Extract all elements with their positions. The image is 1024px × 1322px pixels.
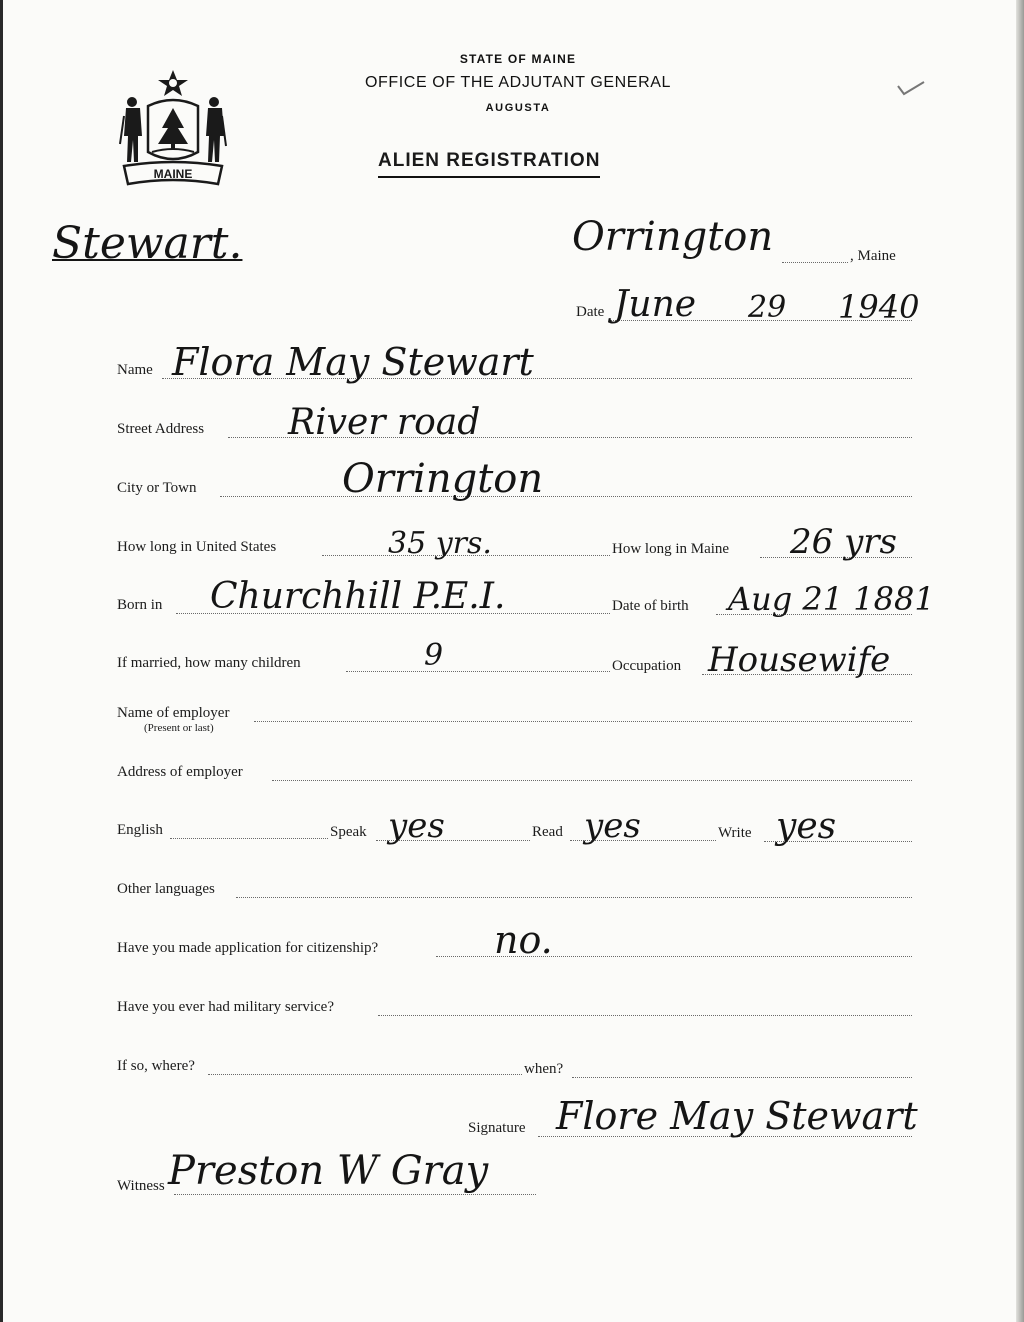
occupation-label: Occupation — [612, 658, 682, 674]
form-title: ALIEN REGISTRATION — [378, 150, 600, 178]
witness-handwritten: Preston W Gray — [168, 1148, 489, 1194]
street-label: Street Address — [117, 421, 205, 437]
employer-address-label: Address of employer — [117, 764, 243, 780]
date-day-handwritten: 29 — [748, 290, 787, 325]
speak-label: Speak — [330, 824, 367, 840]
when-line — [572, 1077, 912, 1078]
witness-label: Witness — [117, 1178, 165, 1194]
employer-label: Name of employer — [117, 705, 230, 721]
me-years-handwritten: 26 yrs — [790, 522, 897, 562]
scan-right-edge — [1016, 0, 1024, 1322]
us-years-handwritten: 35 yrs. — [388, 526, 492, 561]
town-line — [782, 262, 848, 263]
city-line — [220, 496, 912, 497]
where-label: If so, where? — [117, 1058, 195, 1074]
born-label: Born in — [117, 597, 163, 613]
witness-line — [174, 1194, 536, 1195]
street-handwritten: River road — [288, 402, 481, 443]
town-handwritten: Orrington — [572, 214, 774, 260]
employer-address-line — [272, 780, 912, 781]
other-languages-label: Other languages — [117, 881, 215, 897]
employer-line — [254, 721, 912, 722]
dob-handwritten: Aug 21 1881 — [728, 580, 935, 618]
scan-left-edge — [0, 0, 3, 1322]
citizenship-label: Have you made application for citizenship? — [117, 940, 379, 956]
english-line — [170, 838, 328, 839]
when-label: when? — [524, 1061, 564, 1077]
write-handwritten: yes — [776, 806, 837, 847]
header-city: AUGUSTA — [485, 102, 551, 114]
speak-handwritten: yes — [388, 806, 445, 846]
citizenship-handwritten: no. — [494, 918, 553, 962]
write-label: Write — [718, 825, 752, 841]
employer-note: (Present or last) — [144, 722, 214, 734]
children-label: If married, how many children — [117, 655, 301, 671]
name-label: Name — [117, 362, 153, 378]
dob-label: Date of birth — [612, 598, 689, 614]
header-office: OFFICE OF THE ADJUTANT GENERAL — [364, 74, 672, 91]
date-month-handwritten: June — [614, 284, 697, 325]
where-line — [208, 1074, 522, 1075]
maine-label: , Maine — [850, 248, 896, 264]
military-line — [378, 1015, 912, 1016]
children-line — [346, 671, 610, 672]
date-label: Date — [576, 304, 605, 320]
me-years-label: How long in Maine — [612, 541, 730, 557]
children-handwritten: 9 — [424, 638, 444, 673]
name-handwritten: Flora May Stewart — [172, 340, 534, 384]
seal-banner-text: MAINE — [153, 167, 193, 181]
city-label: City or Town — [117, 480, 197, 496]
other-languages-line — [236, 897, 912, 898]
date-year-handwritten: 1940 — [838, 288, 920, 326]
read-handwritten: yes — [584, 806, 641, 846]
military-label: Have you ever had military service? — [117, 999, 334, 1015]
header-state: STATE OF MAINE — [459, 52, 577, 66]
born-handwritten: Churchhill P.E.I. — [210, 576, 506, 617]
signature-handwritten: Flore May Stewart — [556, 1094, 918, 1138]
file-name-handwritten: Stewart. — [52, 218, 243, 269]
us-years-label: How long in United States — [117, 539, 277, 555]
signature-label: Signature — [468, 1120, 526, 1136]
read-label: Read — [532, 824, 563, 840]
occupation-handwritten: Housewife — [708, 640, 891, 680]
english-label: English — [117, 822, 163, 838]
city-handwritten: Orrington — [342, 456, 544, 502]
